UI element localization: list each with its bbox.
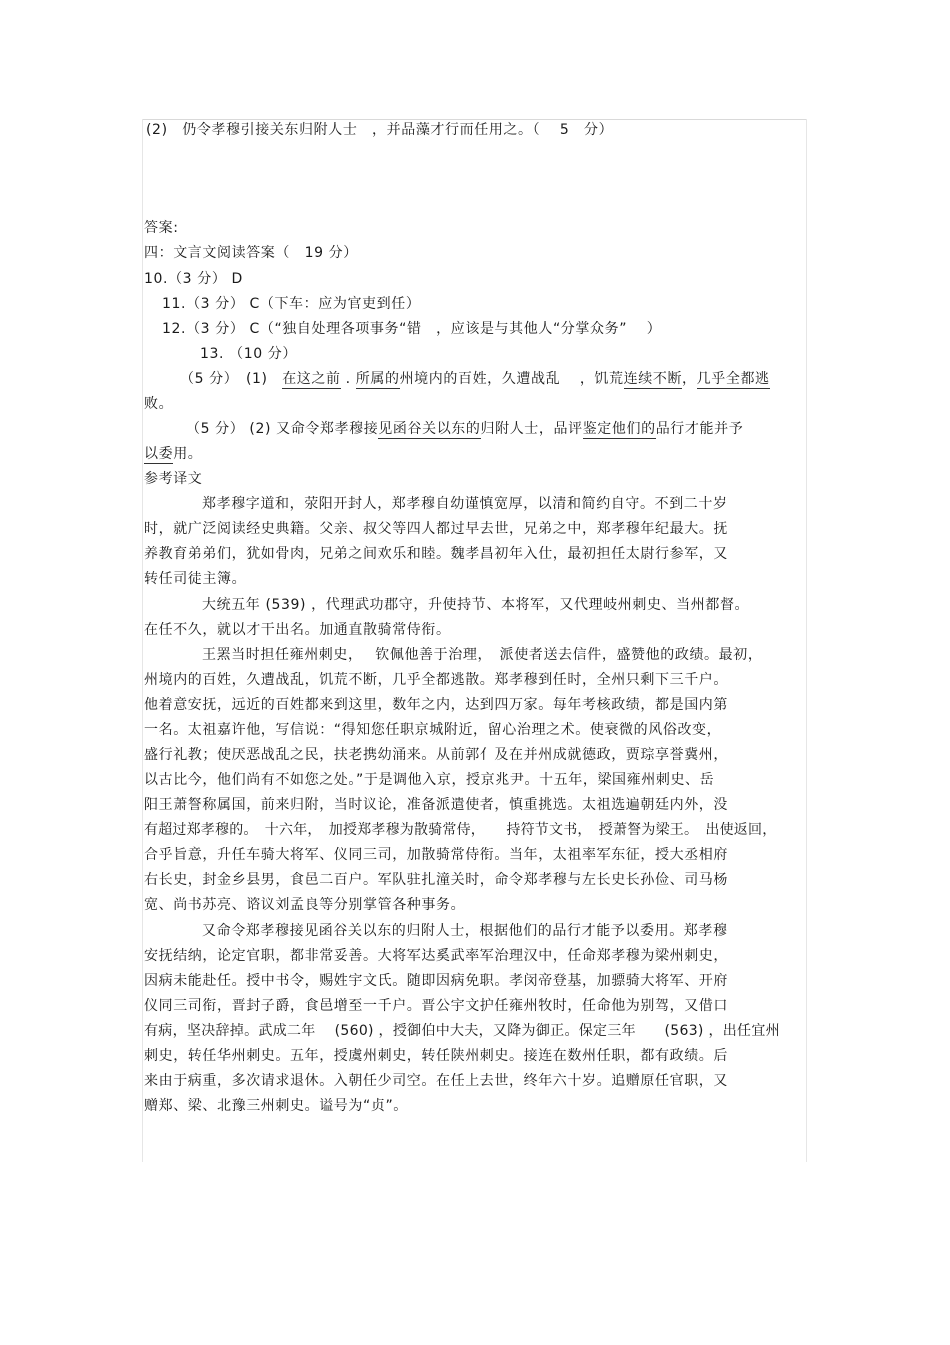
translation-line: 王罴当时担任雍州刺史， 钦佩他善于治理， 派使者送去信件，盛赞他的政绩。最初，	[202, 647, 763, 663]
frame-right-border	[806, 119, 807, 1162]
answer-13-1-lead: （5 分） (1)	[180, 371, 283, 387]
answer-13-2-underlined-2: 鉴定他们的	[582, 421, 656, 437]
answer-13-1-text-6: ，	[682, 371, 697, 387]
answer-13: 13. （10 分）	[200, 346, 297, 362]
translation-line: 盛行礼教；使厌恶战乱之民，扶老携幼涌来。从前郭亻及在并州成就德政，贾琮享誉冀州，	[144, 747, 728, 763]
answer-heading: 答案:	[144, 220, 179, 236]
answer-13-1-text-4: 州境内的百姓，久遭战乱 ，饥荒	[399, 371, 624, 387]
answer-13-1-underlined-1: 在这之前	[282, 371, 341, 387]
frame-top-border	[142, 119, 807, 120]
frame-left-border	[142, 119, 143, 1162]
translation-line: 安抚结纳，论定官职，都非常妥善。大将军达奚武率军治理汉中，任命郑孝穆为梁州刺史，	[144, 948, 728, 964]
translation-line: 阳王萧詧称属国，前来归附，当时议论，准备派遣使者，慎重挑选。太祖选遍朝廷内外，没	[144, 797, 728, 813]
translation-line: 有病，坚决辞掉。武成二年 (560) ，授御伯中大夫，又降为御正。保定三年 (563) ，出任宜州	[144, 1023, 780, 1039]
answer-12: 12.（3 分） C（“独自处理各项事务“错 ，应该是与其他人“分掌众务” ）	[162, 321, 662, 337]
answer-13-1-text-2: .	[340, 371, 356, 387]
answer-13-2-underlined-1: 见函谷关以东的	[378, 421, 481, 437]
answer-13-1-underlined-2: 所属的	[355, 371, 400, 387]
translation-line: 在任不久，就以才干出名。加通直散骑常侍衔。	[144, 622, 451, 638]
answer-13-2-underlined-3: 以委	[144, 446, 174, 462]
answer-section-title: 四：文言文阅读答案（ 19 分）	[144, 245, 358, 261]
answer-10: 10.（3 分） D	[144, 271, 243, 287]
answer-13-1-underlined-3: 连续不断	[623, 371, 683, 387]
translation-line: 合乎旨意，升任车骑大将军、仪同三司，加散骑常侍衔。当年，太祖率军东征，授大丞相府	[144, 847, 728, 863]
translation-line: 宽、尚书苏亮、谘议刘孟良等分别掌管各种事务。	[144, 897, 466, 913]
translation-heading: 参考译文	[144, 471, 203, 487]
translation-line: 转任司徒主簿。	[144, 571, 247, 587]
answer-13-2-tail: 用。	[173, 446, 203, 462]
answer-13-1-underlined-4: 几乎全都逃	[696, 371, 770, 387]
answer-13-2-text-2: 归附人士，品评	[480, 421, 583, 437]
translation-line: 又命令郑孝穆接见函谷关以东的归附人士，根据他们的品行才能予以委用。郑孝穆	[202, 923, 728, 939]
translation-line: 右长史，封金乡县男，食邑二百户。军队驻扎潼关时，命令郑孝穆与左长史长孙俭、司马杨	[144, 872, 728, 888]
answer-13-part-1	[180, 370, 770, 388]
translation-line: 一名。太祖嘉许他，写信说：“得知您任职京城附近，留心治理之术。使衰微的风俗改变，	[144, 722, 722, 738]
translation-line: 养教育弟弟们，犹如骨肉，兄弟之间欢乐和睦。魏孝昌初年入仕，最初担任太尉行参军，又	[144, 546, 728, 562]
translation-line: 有超过郑孝穆的。 十六年， 加授郑孝穆为散骑常侍， 持符节文书， 授萧詧为梁王。 出使返回，	[144, 822, 777, 838]
answer-13-2-lead: （5 分） (2) 又命令郑孝穆接	[186, 421, 379, 437]
translation-line: 郑孝穆字道和，荥阳开封人，郑孝穆自幼谨慎宽厚，以清和简约自守。不到二十岁	[202, 496, 728, 512]
translation-line: 因病未能赴任。授中书令，赐姓宇文氏。随即因病免职。孝闵帝登基，加骠骑大将军、开府	[144, 973, 728, 989]
translation-line: 州境内的百姓，久遭战乱，饥荒不断，几乎全都逃散。郑孝穆到任时，全州只剩下三千户。	[144, 672, 728, 688]
answer-13-part-2-tail	[144, 445, 202, 463]
translation-line: 大统五年 (539) ，代理武功郡守，升使持节、本将军，又代理岐州刺史、当州都督。	[202, 597, 750, 613]
translation-line: 他着意安抚，远近的百姓都来到这里，数年之内，达到四万家。每年考核政绩，都是国内第	[144, 697, 728, 713]
answer-11: 11.（3 分） C（下车：应为官吏到任）	[162, 296, 421, 312]
translation-line: 赠郑、梁、北豫三州刺史。谥号为“贞”。	[144, 1098, 408, 1114]
answer-13-2-text-4: 品行才能并予	[655, 421, 744, 437]
question-2: (2) 仍令孝穆引接关东归附人士 ，并品藻才行而任用之。（ 5 分）	[146, 122, 614, 138]
translation-line: 来由于病重，多次请求退休。入朝任少司空。在任上去世，终年六十岁。追赠原任官职，又	[144, 1073, 728, 1089]
answer-13-part-2	[186, 420, 743, 438]
translation-line: 仪同三司衔，晋封子爵，食邑增至一千户。晋公宇文护任雍州牧时，任命他为别驾，又借口	[144, 998, 728, 1014]
translation-line: 刺史，转任华州刺史。五年，授虞州刺史，转任陕州刺史。接连在数州任职，都有政绩。后	[144, 1048, 728, 1064]
translation-line: 以古比今，他们尚有不如您之处。”于是调他入京，授京兆尹。十五年，梁国雍州刺史、岳	[144, 772, 715, 788]
translation-line: 时，就广泛阅读经史典籍。父亲、叔父等四人都过早去世，兄弟之中，郑孝穆年纪最大。抚	[144, 521, 728, 537]
answer-13-part-1-tail: 败。	[144, 396, 174, 412]
